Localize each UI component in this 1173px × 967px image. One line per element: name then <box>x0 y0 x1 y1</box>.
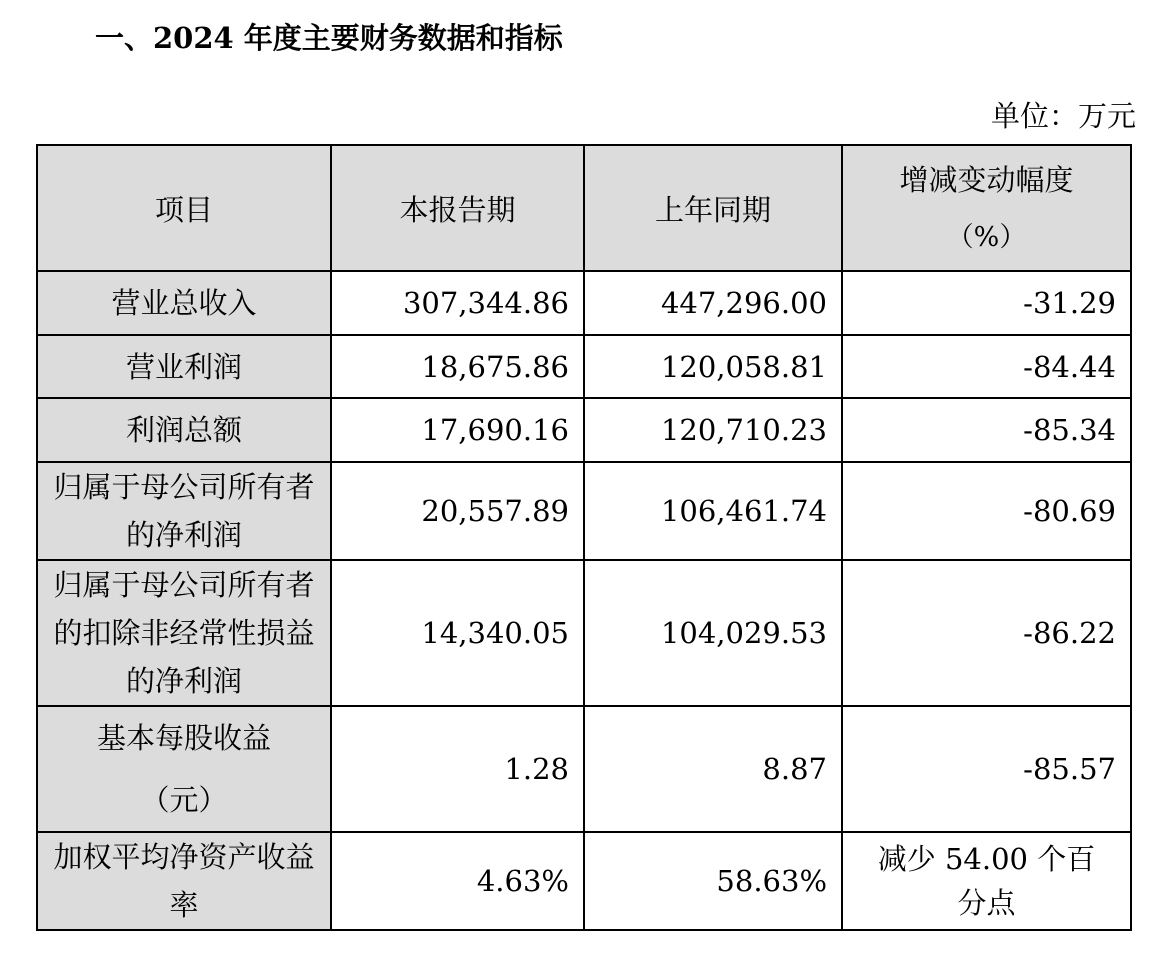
row-previous-value: 447,296.00 <box>584 271 842 335</box>
row-item-label: 利润总额 <box>37 398 331 462</box>
financial-data-table <box>36 144 1132 931</box>
row-change-value: -85.34 <box>842 398 1131 462</box>
row-item-label: 归属于母公司所有者的净利润 <box>37 462 331 560</box>
header-change-rate <box>842 145 1131 271</box>
row-change-value: -80.69 <box>842 462 1131 560</box>
row-previous-value: 58.63% <box>584 832 842 930</box>
row-previous-value: 120,710.23 <box>584 398 842 462</box>
table-row <box>37 462 1131 560</box>
row-item-label: 营业总收入 <box>37 271 331 335</box>
header-previous-period: 上年同期 <box>584 145 842 271</box>
table-row <box>37 271 1131 335</box>
header-change-rate-label: 增减变动幅度 <box>899 163 1074 197</box>
table-row <box>37 398 1131 462</box>
row-item-label: 归属于母公司所有者的扣除非经常性损益的净利润 <box>37 560 331 706</box>
row-current-value: 1.28 <box>331 706 584 832</box>
header-item: 项目 <box>37 145 331 271</box>
row-current-value: 14,340.05 <box>331 560 584 706</box>
row-item-label <box>37 706 331 832</box>
section-heading: 一、2024 年度主要财务数据和指标 <box>95 21 563 55</box>
row-change-value: -86.22 <box>842 560 1131 706</box>
row-previous-value: 106,461.74 <box>584 462 842 560</box>
header-current-period: 本报告期 <box>331 145 584 271</box>
row-current-value: 20,557.89 <box>331 462 584 560</box>
table-row <box>37 560 1131 706</box>
row-current-value: 4.63% <box>331 832 584 930</box>
row-current-value: 18,675.86 <box>331 335 584 398</box>
table-row <box>37 335 1131 398</box>
row-change-value: -84.44 <box>842 335 1131 398</box>
table-row <box>37 706 1131 832</box>
row-previous-value: 8.87 <box>584 706 842 832</box>
row-item-label-unit: （元） <box>140 783 228 817</box>
row-current-value: 17,690.16 <box>331 398 584 462</box>
row-change-value: -85.57 <box>842 706 1131 832</box>
table-header-row <box>37 145 1131 271</box>
row-previous-value: 120,058.81 <box>584 335 842 398</box>
row-change-value: -31.29 <box>842 271 1131 335</box>
header-change-rate-unit: （%） <box>946 222 1027 253</box>
unit-label: 单位：万元 <box>990 99 1136 133</box>
row-change-value: 减少 54.00 个百分点 <box>842 832 1131 930</box>
row-previous-value: 104,029.53 <box>584 560 842 706</box>
row-item-label: 加权平均净资产收益率 <box>37 832 331 930</box>
row-item-label: 营业利润 <box>37 335 331 398</box>
table-row <box>37 832 1131 930</box>
row-current-value: 307,344.86 <box>331 271 584 335</box>
row-item-label-main: 基本每股收益 <box>96 721 271 755</box>
